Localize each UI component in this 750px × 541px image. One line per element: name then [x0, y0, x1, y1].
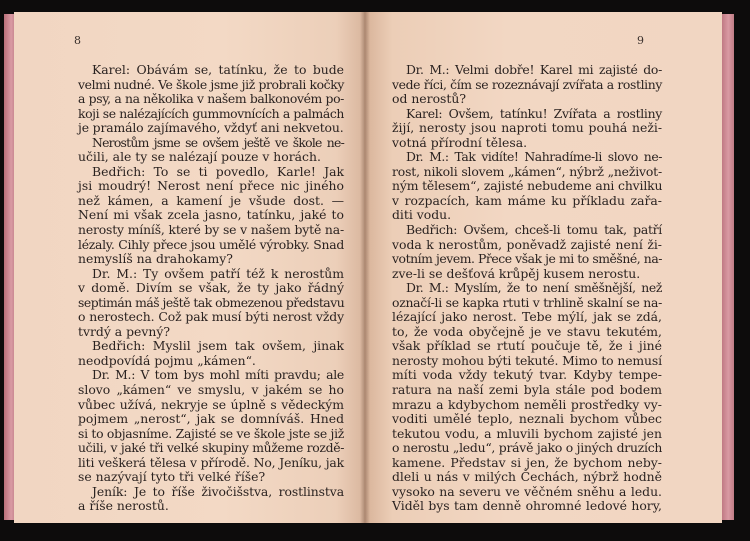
text-line: nerosty míníš, které by se v našem bytě na- — [78, 222, 344, 238]
text-line: Není mi však zcela jasno, tatínku, jaké to — [78, 207, 344, 223]
text-line: nemyslíš na drahokamy? — [78, 251, 233, 267]
right-cover-edge — [720, 14, 734, 520]
text-line: Dr. M.: Tak vidíte! Nahradíme-li slovo ne- — [406, 149, 662, 165]
text-line: v domě. Divím se však, že ty jako řádný — [78, 280, 344, 296]
text-line: je pramálo zajímavého, vždyť ani nekvetou. — [78, 120, 344, 136]
text-line: jsi moudrý! Nerost není přece nic jiného — [78, 178, 344, 194]
text-line: Karel: Obávám se, tatínku, že to bude — [92, 62, 344, 77]
text-line: velmi nudné. Ve škole jsme již probrali kočky — [78, 76, 344, 92]
text-line: slovo „kámen“ ve smyslu, v jakém se ho — [78, 382, 344, 398]
text-line: votná přírodní tělesa. — [392, 134, 528, 150]
text-line: Dr. M.: Myslím, že to není směšnější, než — [406, 280, 662, 296]
text-line: koji se nalézajících gummovnících a palmách — [78, 105, 344, 121]
text-line: to, že voda obyčejně je ve stavu tekutém, — [392, 323, 662, 339]
text-line: označí-li se kapka rtuti v trhlině skalní se na- — [392, 294, 662, 310]
text-line: vysoko na severu ve věčném sněhu a ledu. — [392, 483, 662, 499]
book-spine — [360, 12, 370, 523]
text-line: dleli u nás v milých Čechách, nýbrž hodně — [392, 469, 662, 485]
text-line: mrazu a kdybychom neměli prostředky vy- — [392, 396, 662, 412]
text-line: Viděl bys tam denně ohromné ledové hory, — [392, 498, 662, 514]
text-line: od nerostů? — [392, 91, 466, 107]
text-line: se nazývají tyto tři velké říše? — [78, 469, 266, 485]
text-line: rost, nikoli slovem „kámen“, nýbrž „neživot- — [392, 163, 662, 179]
text-line: Dr. M.: Ty ovšem patří též k nerostům — [92, 265, 344, 281]
text-line: a říše nerostů. — [78, 498, 169, 514]
text-line: však příklad se rtutí poučuje tě, že i jiné — [392, 338, 662, 354]
text-line: Karel: Ovšem, tatínku! Zvířata a rostliny — [406, 105, 662, 121]
text-line: a psy, a na několika v našem balkonovém po- — [78, 91, 344, 107]
page-number-right: 9 — [637, 34, 644, 47]
text-line: vede říci, čím se rozeznávají zvířata a rostliny — [392, 76, 662, 92]
text-line: septimán máš ještě tak obmezenou představu — [78, 294, 345, 310]
text-line: míti voda vždy tekutý tvar. Kdyby tempe- — [392, 367, 662, 383]
text-line: ným tělesem“, zajisté nebudeme ani chvilku — [392, 178, 663, 194]
right-page — [364, 12, 722, 523]
text-line: pojmem „nerost“, jak se domníváš. Hned — [78, 411, 344, 427]
text-line: nerosty mohou býti tekuté. Mimo to nemusí — [392, 352, 662, 368]
page-number-left: 8 — [74, 34, 81, 47]
text-line: žijí, nerosty jsou naproti tomu pouhá neži- — [392, 120, 662, 136]
left-page-text — [78, 63, 344, 514]
text-line: Jeník: Je to říše živočišstva, rostlinstva — [92, 483, 344, 499]
text-line: vůbec užívá, nekryje se úplně s vědeckým — [78, 396, 344, 412]
left-page — [14, 12, 364, 523]
text-line: Dr. M.: V tom bys mohl míti pravdu; ale — [92, 367, 344, 383]
text-line: liti veškerá tělesa v přírodě. No, Jeníku, jak — [78, 454, 344, 470]
text-line: Bedřich: To se ti povedlo, Karle! Jak — [92, 163, 344, 179]
text-line: lézající jako nerost. Tebe mýlí, jak se zdá, — [392, 309, 662, 325]
text-line: neodpovídá pojmu „kámen“. — [78, 352, 256, 368]
text-line: lézaly. Cihly přece jsou umělé výrobky. Snad — [78, 236, 344, 252]
text-line: diti vodu. — [392, 207, 452, 223]
text-line: tekutou vodu, a mluvili bychom zajisté jen — [392, 425, 662, 441]
text-line: voditi umělé teplo, neznali bychom vůbec — [392, 411, 662, 427]
text-line: v rozpacích, kam máme ku příkladu zařa- — [392, 192, 662, 208]
text-line: kamene. Představ si jen, že bychom neby- — [392, 454, 662, 470]
text-line: votním jevem. Přece však je mi to směšné, na- — [392, 251, 662, 267]
text-line: voda k nerostům, poněvadž zajisté není ži- — [392, 236, 662, 252]
text-line: zve-li se dešťová krůpěj kusem nerostu. — [392, 265, 641, 281]
text-line: Bedřich: Ovšem, chceš-li tomu tak, patří — [406, 222, 662, 238]
text-line: učili, ale ty se nalézají pouze v horách. — [78, 149, 321, 165]
text-line: než kámen, a kamení je všude dost. — — [78, 192, 344, 208]
text-line: učili, v jaké tři velké skupiny můžeme rozdě- — [78, 440, 345, 456]
text-line: Nerostům jsme se ovšem ještě ve škole ne- — [92, 134, 344, 150]
text-line: Dr. M.: Velmi dobře! Karel mi zajisté do- — [406, 62, 662, 77]
right-page-text — [392, 63, 662, 514]
text-line: o nerostu „ledu“, právě jako o jiných druzích — [392, 440, 663, 456]
text-line: tvrdý a pevný? — [78, 323, 170, 339]
text-line: o nerostech. Což pak musí býti nerost vždy — [78, 309, 344, 325]
text-line: ratura na naší zemi byla stále pod bodem — [392, 382, 662, 398]
text-line: si to objasníme. Zajisté se ve škole jste se již — [78, 425, 344, 441]
text-line: Bedřich: Myslil jsem tak ovšem, jinak — [92, 338, 344, 354]
